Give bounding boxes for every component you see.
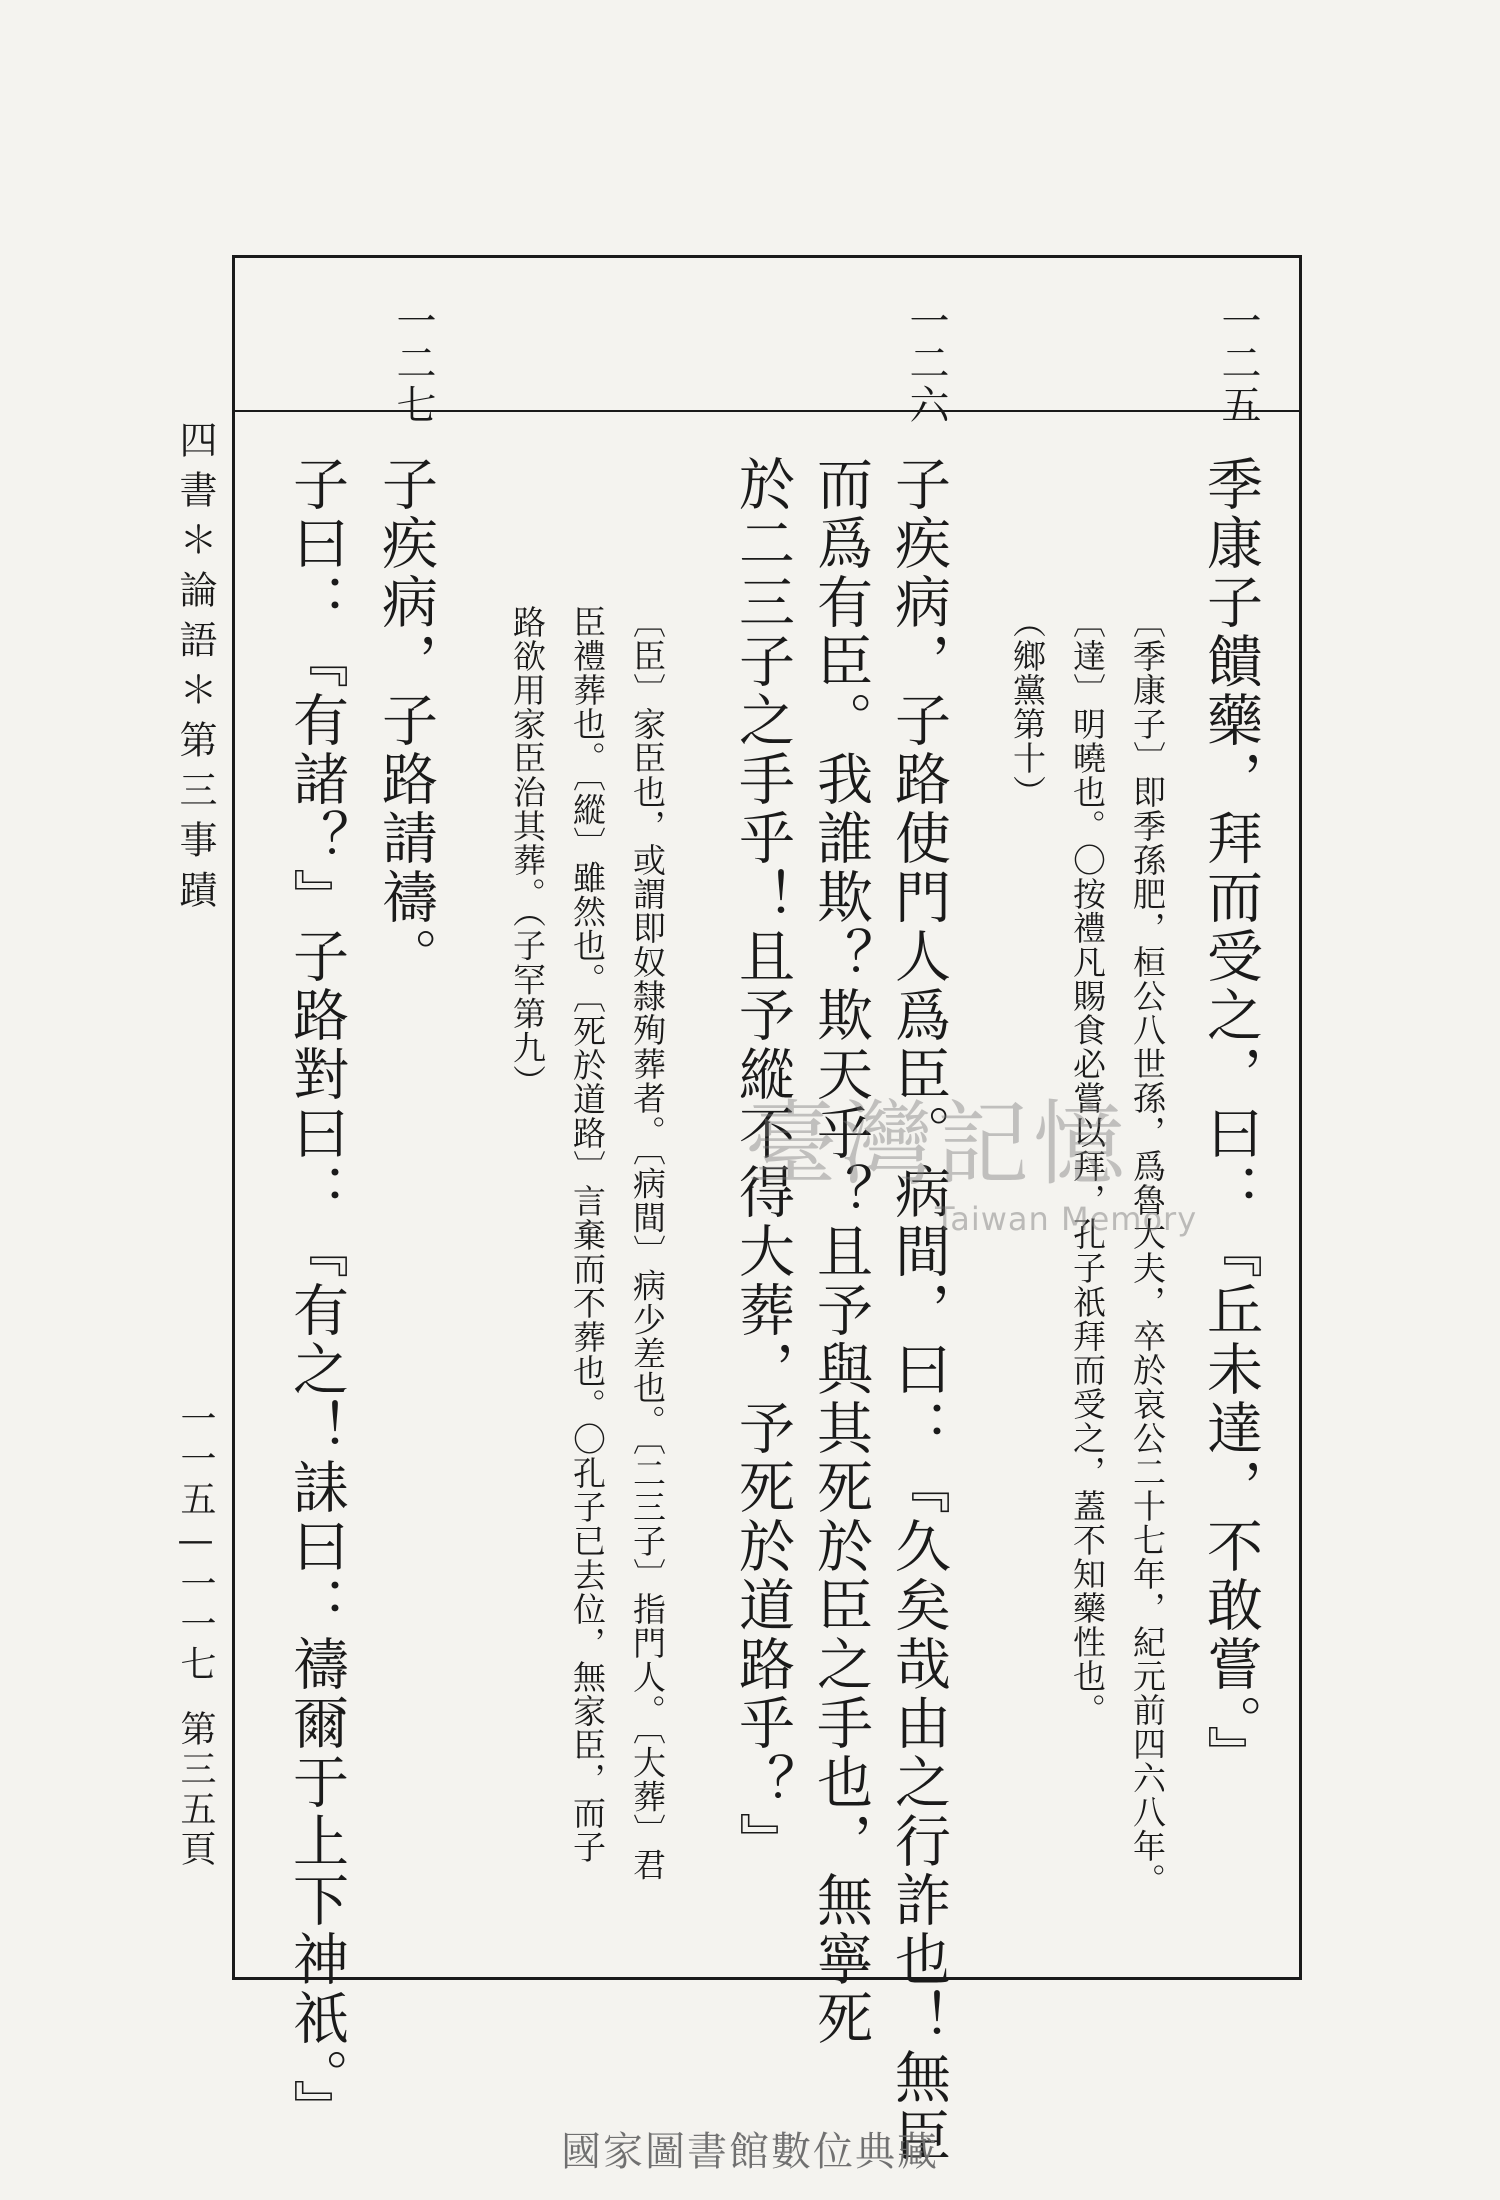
passage-126-note-line-3: 路欲用家臣治其葬。（子罕第九）	[508, 605, 547, 1099]
footer-library-credit: 國家圖書館數位典藏	[561, 2129, 939, 2175]
passage-125-note-line-3: （鄉黨第十）	[1008, 605, 1047, 809]
passage-126-note-line-1: 〔臣〕家臣也，或謂即奴隸殉葬者。〔病間〕病少差也。〔二三子〕指門人。〔大葬〕君	[628, 605, 667, 1882]
watermark-english: Taiwan Memory	[935, 1200, 1198, 1238]
passage-126-main-line-3: 於二三子之手乎！且予縱不得大葬，予死於道路乎？』	[730, 455, 795, 1871]
section-number-127: 一二七	[390, 300, 436, 426]
passage-126-main-line-2: 而爲有臣。我誰欺？欺天乎？且予與其死於臣之手也，無寧死	[808, 455, 873, 2048]
running-title: 四書＊論語＊第三事蹟	[173, 420, 217, 920]
section-number-125: 一二五	[1215, 300, 1261, 426]
passage-125-main-line-1: 季康子饋藥，拜而受之，曰：『丘未達，不敢嘗。』	[1198, 455, 1263, 1784]
passage-127-main-line-2: 子曰：『有諸？』子路對曰：『有之！誄曰：禱爾于上下神祇。』	[284, 455, 349, 2138]
passage-125-note-line-2: 〔達〕明曉也。〇按禮凡賜食必嘗以拜，孔子祇拜而受之，蓋不知藥性也。	[1068, 605, 1107, 1727]
passage-126-note-line-2: 臣禮葬也。〔縱〕雖然也。〔死於道路〕言棄而不葬也。〇孔子已去位，無家臣，而子	[568, 605, 607, 1864]
section-number-126: 一二六	[903, 300, 949, 426]
watermark-chinese: 臺灣記憶	[745, 1091, 1130, 1198]
passage-126-main-line-1: 子疾病，子路使門人爲臣。病間，曰：『久矣哉由之行詐也！無臣	[886, 455, 951, 2166]
passage-125-note-line-1: 〔季康子〕即季孫肥，桓公八世孫，爲魯大夫，卒於哀公二十七年，紀元前四六八年。	[1128, 605, 1167, 1897]
passage-127-main-line-1: 子疾病，子路請禱。	[373, 455, 438, 986]
page-number: 第三五頁	[175, 1710, 216, 1870]
section-range: 一一五—一一七	[175, 1400, 216, 1685]
